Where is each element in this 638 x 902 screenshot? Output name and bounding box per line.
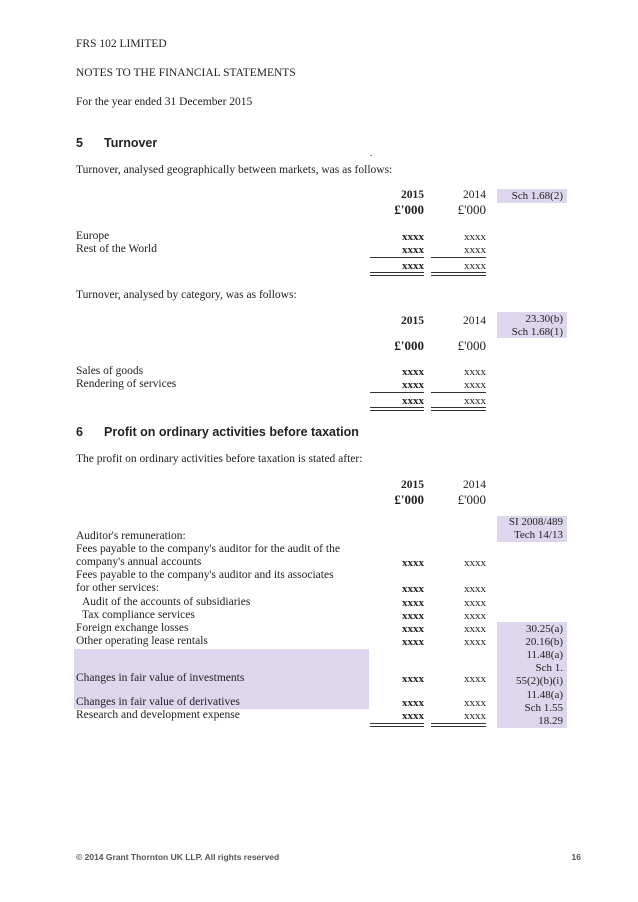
total-double-rule bbox=[370, 723, 424, 727]
lease-label: Other operating lease rentals bbox=[76, 635, 208, 647]
cat-year-2015: 2015 bbox=[401, 315, 424, 327]
rd-label: Research and development expense bbox=[76, 709, 240, 721]
subtotal-rule bbox=[431, 392, 486, 393]
investments-reference-line: 11.48(a) bbox=[526, 649, 563, 661]
total-double-rule bbox=[431, 272, 486, 276]
derivatives-reference bbox=[497, 689, 567, 715]
auditor-reference-line: Tech 14/13 bbox=[513, 529, 563, 541]
fx-reference: 30.25(a) bbox=[497, 622, 567, 636]
company-name: FRS 102 LIMITED bbox=[76, 38, 167, 50]
stray-dot: . bbox=[370, 148, 373, 158]
profit-intro: The profit on ordinary activities before taxation is stated after: bbox=[76, 453, 363, 465]
profit-unit-2015: £'000 bbox=[394, 492, 424, 507]
fx-label: Foreign exchange losses bbox=[76, 622, 189, 634]
fees-other-line: for other services: bbox=[76, 582, 160, 594]
rd-2015: xxxx bbox=[402, 710, 424, 722]
auditor-reference bbox=[497, 516, 567, 542]
cat-row-value-2014: xxxx bbox=[464, 379, 486, 391]
derivatives-2014: xxxx bbox=[464, 697, 486, 709]
cat-unit-2015: £'000 bbox=[394, 338, 424, 353]
derivatives-reference-line: Sch 1.55 bbox=[524, 702, 563, 714]
lease-2015: xxxx bbox=[402, 636, 424, 648]
fees-audit-line: company's annual accounts bbox=[76, 556, 202, 568]
tax-compliance-label: Tax compliance services bbox=[82, 609, 195, 621]
lease-reference: 20.16(b) bbox=[497, 636, 567, 649]
geo-total-2015: xxxx bbox=[402, 260, 424, 272]
derivatives-2015: xxxx bbox=[402, 697, 424, 709]
derivatives-label: Changes in fair value of derivatives bbox=[76, 696, 240, 708]
profit-unit-2014: £'000 bbox=[457, 492, 486, 507]
category-intro: Turnover, analysed by category, was as follows: bbox=[76, 289, 297, 301]
auditor-reference-line: SI 2008/489 bbox=[508, 516, 563, 528]
geo-row-label: Europe bbox=[76, 230, 110, 242]
profit-year-2015: 2015 bbox=[401, 479, 424, 491]
cat-row-value-2015: xxxx bbox=[402, 379, 424, 391]
geo-year-2015: 2015 bbox=[401, 189, 424, 201]
cat-year-2014: 2014 bbox=[463, 315, 486, 327]
subsidiary-audit-label: Audit of the accounts of subsidiaries bbox=[82, 596, 251, 608]
cat-total-2014: xxxx bbox=[464, 395, 486, 407]
subsidiary-audit-2015: xxxx bbox=[402, 597, 424, 609]
investments-reference-line: 55(2)(b)(i) bbox=[515, 675, 563, 687]
geo-unit-2015: £'000 bbox=[394, 202, 424, 217]
investments-2014: xxxx bbox=[464, 673, 486, 685]
geo-row-value-2014: xxxx bbox=[464, 231, 486, 243]
section-title: Turnover bbox=[104, 136, 158, 150]
rd-2014: xxxx bbox=[464, 710, 486, 722]
period-text: For the year ended 31 December 2015 bbox=[76, 96, 253, 108]
cat-row-label: Rendering of services bbox=[76, 378, 177, 390]
subtotal-rule bbox=[370, 257, 424, 258]
profit-year-2014: 2014 bbox=[463, 479, 486, 491]
geo-row-label: Rest of the World bbox=[76, 243, 157, 255]
fees-other-2014: xxxx bbox=[464, 583, 486, 595]
section-title: Profit on ordinary activities before taxation bbox=[104, 425, 359, 439]
geo-row-value-2015: xxxx bbox=[402, 244, 424, 256]
fees-other-line: Fees payable to the company's auditor and its associates bbox=[76, 569, 334, 581]
cat-row-value-2015: xxxx bbox=[402, 366, 424, 378]
section-number: 6 bbox=[76, 425, 83, 439]
fx-2014: xxxx bbox=[464, 623, 486, 635]
section-number: 5 bbox=[76, 136, 83, 150]
copyright-footer: © 2014 Grant Thornton UK LLP. All rights reserved bbox=[76, 852, 280, 862]
lease-2014: xxxx bbox=[464, 636, 486, 648]
cat-total-2015: xxxx bbox=[402, 395, 424, 407]
tax-compliance-2014: xxxx bbox=[464, 610, 486, 622]
total-double-rule bbox=[370, 407, 424, 411]
subtotal-rule bbox=[431, 257, 486, 258]
rd-reference: 18.29 bbox=[497, 715, 567, 728]
total-double-rule bbox=[431, 723, 486, 727]
investments-reference-line: Sch 1. bbox=[535, 662, 563, 674]
investments-2015: xxxx bbox=[402, 673, 424, 685]
cat-row-label: Sales of goods bbox=[76, 365, 144, 377]
cat-reference-line: Sch 1.68(1) bbox=[511, 326, 563, 338]
fees-audit-2015: xxxx bbox=[402, 557, 424, 569]
geo-row-value-2014: xxxx bbox=[464, 244, 486, 256]
subtotal-rule bbox=[370, 392, 424, 393]
geo-unit-2014: £'000 bbox=[457, 202, 486, 217]
geo-reference: Sch 1.68(2) bbox=[497, 189, 567, 203]
subsidiary-audit-2014: xxxx bbox=[464, 597, 486, 609]
tax-compliance-2015: xxxx bbox=[402, 610, 424, 622]
investments-label: Changes in fair value of investments bbox=[76, 672, 245, 684]
geo-intro: Turnover, analysed geographically between markets, was as follows: bbox=[76, 164, 393, 176]
derivatives-reference-line: 11.48(a) bbox=[526, 689, 563, 701]
total-double-rule bbox=[431, 407, 486, 411]
total-double-rule bbox=[370, 272, 424, 276]
notes-title: NOTES TO THE FINANCIAL STATEMENTS bbox=[76, 67, 296, 79]
fees-audit-2014: xxxx bbox=[464, 557, 486, 569]
page-number: 16 bbox=[571, 852, 581, 862]
auditor-label: Auditor's remuneration: bbox=[76, 530, 186, 542]
geo-row-value-2015: xxxx bbox=[402, 231, 424, 243]
fees-other-2015: xxxx bbox=[402, 583, 424, 595]
cat-reference-line: 23.30(b) bbox=[525, 313, 563, 325]
cat-row-value-2014: xxxx bbox=[464, 366, 486, 378]
cat-reference bbox=[497, 312, 567, 338]
investments-reference bbox=[497, 649, 567, 689]
geo-total-2014: xxxx bbox=[464, 260, 486, 272]
fees-audit-line: Fees payable to the company's auditor for the audit of the bbox=[76, 543, 340, 555]
geo-year-2014: 2014 bbox=[463, 189, 486, 201]
fx-2015: xxxx bbox=[402, 623, 424, 635]
cat-unit-2014: £'000 bbox=[457, 338, 486, 353]
